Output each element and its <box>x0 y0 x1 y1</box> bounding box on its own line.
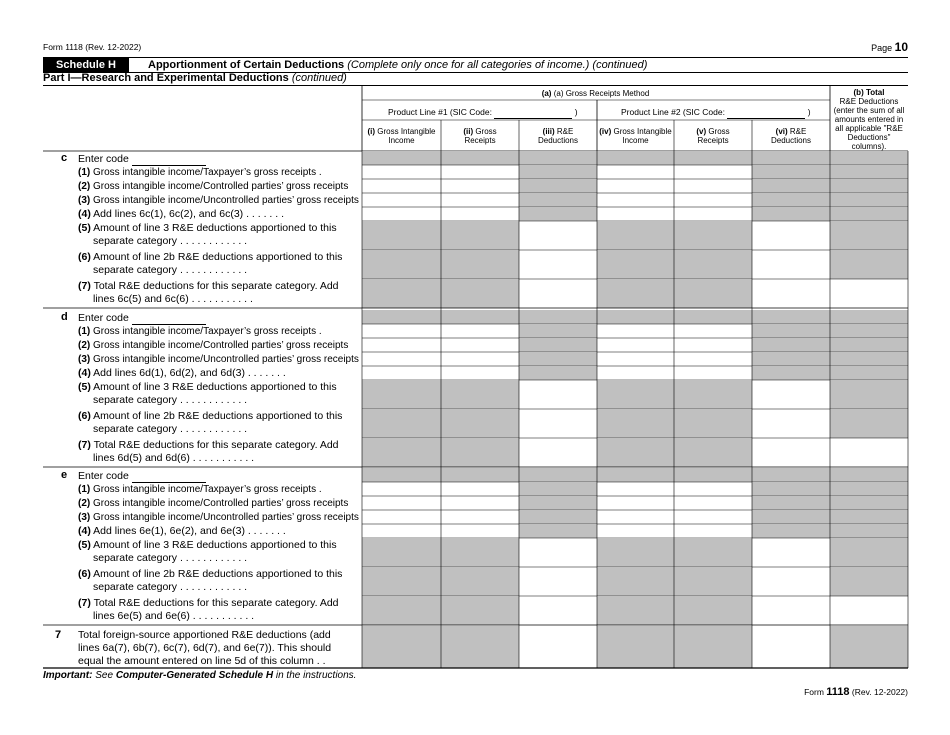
shaded-cell <box>597 538 674 567</box>
shaded-cell <box>362 409 441 438</box>
shaded-cell <box>674 409 752 438</box>
line-number: (6) <box>78 568 91 580</box>
amount-cell-6d-5-col3[interactable] <box>519 380 597 409</box>
amount-cell-6c-7-col6[interactable] <box>752 279 830 308</box>
amount-cell-6c-1-col1[interactable] <box>362 165 441 179</box>
line-label-cont: lines 6c(5) and 6c(6) . . . . . . . . . . . <box>93 293 253 305</box>
amount-cell-6d-5-col6[interactable] <box>752 380 830 409</box>
amount-cell-6e-7-col6[interactable] <box>752 596 830 625</box>
shaded-cell <box>830 151 908 165</box>
line-7-label: Total foreign-source apportioned R&E deductions (add lines 6a(7), 6b(7), 6c(7), 6d(7), and 6e(7)). This should equal the amount entered on line 5d of this column . . <box>78 629 332 667</box>
amount-cell-6d-2-col5[interactable] <box>674 338 752 352</box>
shaded-cell <box>362 221 441 250</box>
shaded-cell <box>519 165 597 179</box>
line-number: (4) <box>78 525 91 537</box>
shaded-cell <box>441 468 519 482</box>
amount-cell-6c-4-col1[interactable] <box>362 207 441 221</box>
shaded-cell <box>597 250 674 279</box>
amount-cell-6d-6-col6[interactable] <box>752 409 830 438</box>
column-heading-6: (vi) R&E Deductions <box>770 127 812 145</box>
shaded-cell <box>362 310 441 324</box>
shaded-cell <box>674 221 752 250</box>
amount-cell-6c-2-col1[interactable] <box>362 179 441 193</box>
line-label: (6) Amount of line 2b R&E deductions apportioned to this separate category . . . . . . . . . . . . <box>78 410 343 435</box>
column-number: (ii) <box>463 127 474 136</box>
line-number: (3) <box>78 195 91 206</box>
shaded-cell <box>362 279 441 308</box>
shaded-cell <box>519 496 597 510</box>
amount-cell-6c-3-col4[interactable] <box>597 193 674 207</box>
amount-cell-6e-4-col5[interactable] <box>674 524 752 538</box>
enter-code-label: Enter code <box>78 311 206 325</box>
amount-cell-6e-5-col3[interactable] <box>519 538 597 567</box>
column-heading-2: (ii) Gross Receipts <box>463 127 497 145</box>
amount-cell-7-col3[interactable] <box>519 626 597 668</box>
amount-cell-6c-4-col4[interactable] <box>597 207 674 221</box>
line-label-cont: separate category . . . . . . . . . . . . <box>93 235 248 247</box>
column-heading-5: (v) Gross Receipts <box>696 127 730 145</box>
line-label: (6) Amount of line 2b R&E deductions apportioned to this separate category . . . . . . . . . . . . <box>78 568 343 593</box>
amount-cell-6c-5-col6[interactable] <box>752 221 830 250</box>
shaded-cell <box>441 409 519 438</box>
shaded-cell <box>441 438 519 467</box>
form-footer: Form 1118 (Rev. 12-2022) <box>804 686 908 698</box>
shaded-cell <box>830 524 908 538</box>
section-letter-d: d <box>61 311 68 323</box>
shaded-cell <box>752 207 830 221</box>
shaded-cell <box>597 468 674 482</box>
shaded-cell <box>597 221 674 250</box>
line-number: (1) <box>78 484 91 495</box>
shaded-cell <box>830 324 908 338</box>
line-label-cont: separate category . . . . . . . . . . . . <box>93 394 248 406</box>
column-heading-1: (i) Gross Intangible Income <box>367 127 436 145</box>
amount-cell-6d-3-col4[interactable] <box>597 352 674 366</box>
column-heading-3: (iii) R&E Deductions <box>537 127 579 145</box>
enter-code-field[interactable] <box>132 311 206 325</box>
shaded-cell <box>519 310 597 324</box>
shaded-cell <box>441 279 519 308</box>
line-number: (5) <box>78 381 91 393</box>
line-label-cont: separate category . . . . . . . . . . . . <box>93 423 248 435</box>
amount-cell-6e-1-col4[interactable] <box>597 482 674 496</box>
line-label: (6) Amount of line 2b R&E deductions apportioned to this separate category . . . . . . . . . . . . <box>78 251 343 276</box>
line-label: (3) Gross intangible income/Uncontrolled parties’ gross receipts <box>78 512 359 523</box>
enter-code-label: Enter code <box>78 469 206 483</box>
amount-cell-6c-2-col2[interactable] <box>441 179 519 193</box>
amount-cell-6c-3-col1[interactable] <box>362 193 441 207</box>
line-number: (4) <box>78 208 91 220</box>
shaded-cell <box>597 279 674 308</box>
shaded-cell <box>362 468 441 482</box>
amount-cell-6c-3-col5[interactable] <box>674 193 752 207</box>
amount-cell-6d-7-col3[interactable] <box>519 438 597 467</box>
shaded-cell <box>752 310 830 324</box>
amount-cell-6c-6-col6[interactable] <box>752 250 830 279</box>
amount-cell-6c-7-col3[interactable] <box>519 279 597 308</box>
shaded-cell <box>519 366 597 380</box>
enter-code-field[interactable] <box>132 469 206 483</box>
amount-cell-6e-4-col2[interactable] <box>441 524 519 538</box>
shaded-cell <box>441 310 519 324</box>
shaded-cell <box>830 165 908 179</box>
total-re-heading: (b) Total R&E Deductions (enter the sum of all amounts entered in all applicable "R&E Deductions" columns). <box>833 88 905 151</box>
amount-cell-6e-2-col2[interactable] <box>441 496 519 510</box>
shaded-cell <box>674 151 752 165</box>
shaded-cell <box>519 193 597 207</box>
amount-cell-6c-4-col5[interactable] <box>674 207 752 221</box>
shaded-cell <box>674 538 752 567</box>
shaded-cell <box>519 482 597 496</box>
column-number: (vi) <box>775 127 788 136</box>
shaded-cell <box>830 221 908 250</box>
shaded-cell <box>830 179 908 193</box>
shaded-cell <box>830 352 908 366</box>
shaded-cell <box>674 310 752 324</box>
shaded-cell <box>597 596 674 625</box>
shaded-cell <box>362 250 441 279</box>
shaded-cell <box>519 468 597 482</box>
line-label: (1) Gross intangible income/Taxpayer’s gross receipts . <box>78 167 322 178</box>
line-label: (7) Total R&E deductions for this separate category. Add lines 6c(5) and 6c(6) . . . . . . . . . . . <box>78 280 339 305</box>
shaded-cell <box>752 524 830 538</box>
line-label: (2) Gross intangible income/Controlled parties’ gross receipts <box>78 181 349 192</box>
line-label: (5) Amount of line 3 R&E deductions apportioned to this separate category . . . . . . . . . . . . <box>78 539 337 564</box>
line-number: (6) <box>78 251 91 263</box>
shaded-cell <box>752 324 830 338</box>
shaded-cell <box>674 468 752 482</box>
line-label: (4) Add lines 6e(1), 6e(2), and 6e(3) . . . . . . . <box>78 525 286 537</box>
amount-cell-6e-7-col3[interactable] <box>519 596 597 625</box>
amount-cell-6c-1-col2[interactable] <box>441 165 519 179</box>
shaded-cell <box>441 250 519 279</box>
line-7-number: 7 <box>55 629 62 641</box>
amount-cell-6d-2-col1[interactable] <box>362 338 441 352</box>
line-number: (6) <box>78 410 91 422</box>
shaded-cell <box>830 567 908 596</box>
line-label: (5) Amount of line 3 R&E deductions apportioned to this separate category . . . . . . . . . . . . <box>78 222 337 247</box>
shaded-cell <box>362 567 441 596</box>
shaded-cell <box>830 482 908 496</box>
shaded-cell <box>752 468 830 482</box>
amount-cell-6e-3-col4[interactable] <box>597 510 674 524</box>
line-label: (7) Total R&E deductions for this separate category. Add lines 6d(5) and 6d(6) . . . . . . . . . . . <box>78 439 339 464</box>
product-line-1-label: Product Line #1 (SIC Code: ) <box>388 107 578 117</box>
shaded-cell <box>752 151 830 165</box>
column-number: (iv) <box>599 127 612 136</box>
amount-cell-6d-3-col5[interactable] <box>674 352 752 366</box>
shaded-cell <box>519 352 597 366</box>
amount-cell-6e-1-col5[interactable] <box>674 482 752 496</box>
shaded-cell <box>362 626 441 668</box>
gross-receipts-method-heading: (a) (a) Gross Receipts Method <box>541 89 650 98</box>
shaded-cell <box>830 207 908 221</box>
amount-cell-6d-4-col4[interactable] <box>597 366 674 380</box>
shaded-cell <box>752 510 830 524</box>
shaded-cell <box>752 338 830 352</box>
amount-cell-6e-6-col3[interactable] <box>519 567 597 596</box>
amount-cell-6d-4-col5[interactable] <box>674 366 752 380</box>
amount-cell-6d-1-col1[interactable] <box>362 324 441 338</box>
shaded-cell <box>362 596 441 625</box>
line-label-cont: lines 6d(5) and 6d(6) . . . . . . . . . . . <box>93 452 255 464</box>
shaded-cell <box>752 193 830 207</box>
sic-code-1-field[interactable] <box>494 105 572 119</box>
shaded-cell <box>597 438 674 467</box>
line-number: (2) <box>78 340 91 351</box>
amount-cell-6e-2-col4[interactable] <box>597 496 674 510</box>
shaded-cell <box>519 151 597 165</box>
shaded-cell <box>830 496 908 510</box>
line-number: (2) <box>78 498 91 509</box>
line-number: (7) <box>78 597 91 609</box>
line-label: (3) Gross intangible income/Uncontrolled parties’ gross receipts <box>78 195 359 206</box>
shaded-cell <box>674 626 752 668</box>
shaded-cell <box>362 538 441 567</box>
line-label: (5) Amount of line 3 R&E deductions apportioned to this separate category . . . . . . . . . . . . <box>78 381 337 406</box>
amount-cell-6c-2-col4[interactable] <box>597 179 674 193</box>
shaded-cell <box>519 524 597 538</box>
page-number: Page 10 <box>871 40 908 54</box>
amount-cell-6d-3-col2[interactable] <box>441 352 519 366</box>
shaded-cell <box>674 567 752 596</box>
amount-cell-6e-2-col1[interactable] <box>362 496 441 510</box>
sic-code-2-field[interactable] <box>727 105 805 119</box>
shaded-cell <box>752 482 830 496</box>
line-number: (5) <box>78 539 91 551</box>
shaded-cell <box>441 626 519 668</box>
shaded-cell <box>519 207 597 221</box>
line-label: (2) Gross intangible income/Controlled parties’ gross receipts <box>78 498 349 509</box>
amount-cell-6e-5-col6[interactable] <box>752 538 830 567</box>
amount-cell-6d-1-col2[interactable] <box>441 324 519 338</box>
amount-cell-6d-7-col7[interactable] <box>830 438 908 467</box>
amount-cell-6d-1-col5[interactable] <box>674 324 752 338</box>
shaded-cell <box>597 151 674 165</box>
amount-cell-6d-4-col1[interactable] <box>362 366 441 380</box>
amount-cell-6e-4-col1[interactable] <box>362 524 441 538</box>
amount-cell-6e-2-col5[interactable] <box>674 496 752 510</box>
line-number: (3) <box>78 354 91 365</box>
amount-cell-6d-2-col2[interactable] <box>441 338 519 352</box>
amount-cell-6c-2-col5[interactable] <box>674 179 752 193</box>
line-label: (7) Total R&E deductions for this separate category. Add lines 6e(5) and 6e(6) . . . . . . . . . . . <box>78 597 339 622</box>
line-label: (3) Gross intangible income/Uncontrolled parties’ gross receipts <box>78 354 359 365</box>
shaded-cell <box>830 538 908 567</box>
shaded-cell <box>519 338 597 352</box>
shaded-cell <box>519 324 597 338</box>
shaded-cell <box>752 366 830 380</box>
part-title: Part I—Research and Experimental Deductions (continued) <box>43 71 908 86</box>
enter-code-label: Enter code <box>78 152 206 166</box>
shaded-cell <box>674 380 752 409</box>
product-line-2-label: Product Line #2 (SIC Code: ) <box>621 107 811 117</box>
line-number: (5) <box>78 222 91 234</box>
shaded-cell <box>752 179 830 193</box>
shaded-cell <box>519 179 597 193</box>
important-note: Important: See Computer-Generated Schedule H in the instructions. <box>43 670 357 681</box>
line-number: (1) <box>78 326 91 337</box>
shaded-cell <box>441 538 519 567</box>
line-number: (7) <box>78 439 91 451</box>
shaded-cell <box>441 221 519 250</box>
line-label-cont: separate category . . . . . . . . . . . . <box>93 581 248 593</box>
amount-cell-7-col6[interactable] <box>752 626 830 668</box>
amount-cell-6c-1-col5[interactable] <box>674 165 752 179</box>
enter-code-field[interactable] <box>132 152 206 166</box>
line-label-cont: separate category . . . . . . . . . . . . <box>93 552 248 564</box>
line-label: (4) Add lines 6d(1), 6d(2), and 6d(3) . . . . . . . <box>78 367 286 379</box>
amount-cell-6e-3-col2[interactable] <box>441 510 519 524</box>
shaded-cell <box>597 409 674 438</box>
amount-cell-6c-1-col4[interactable] <box>597 165 674 179</box>
shaded-cell <box>519 510 597 524</box>
amount-cell-6c-6-col3[interactable] <box>519 250 597 279</box>
shaded-cell <box>830 626 908 668</box>
column-number: (i) <box>367 127 376 136</box>
shaded-cell <box>830 510 908 524</box>
shaded-cell <box>441 567 519 596</box>
shaded-cell <box>362 438 441 467</box>
amount-cell-6d-4-col2[interactable] <box>441 366 519 380</box>
shaded-cell <box>441 151 519 165</box>
shaded-cell <box>362 380 441 409</box>
amount-cell-6c-5-col3[interactable] <box>519 221 597 250</box>
line-label-cont: lines 6e(5) and 6e(6) . . . . . . . . . . . <box>93 610 255 622</box>
amount-cell-6d-6-col3[interactable] <box>519 409 597 438</box>
shaded-cell <box>597 310 674 324</box>
line-label-cont: separate category . . . . . . . . . . . . <box>93 264 248 276</box>
shaded-cell <box>597 626 674 668</box>
line-number: (3) <box>78 512 91 523</box>
shaded-cell <box>674 438 752 467</box>
line-label: (1) Gross intangible income/Taxpayer’s gross receipts . <box>78 326 322 337</box>
schedule-title: Apportionment of Certain Deductions (Complete only once for all categories of income.) (continued) <box>148 59 648 71</box>
amount-cell-6c-7-col7[interactable] <box>830 279 908 308</box>
amount-cell-6d-2-col4[interactable] <box>597 338 674 352</box>
section-letter-c: c <box>61 152 68 164</box>
shaded-cell <box>597 380 674 409</box>
shaded-cell <box>597 567 674 596</box>
shaded-cell <box>674 279 752 308</box>
column-number: (iii) <box>542 127 555 136</box>
shaded-cell <box>674 250 752 279</box>
amount-cell-6d-3-col1[interactable] <box>362 352 441 366</box>
shaded-cell <box>830 310 908 324</box>
line-label: (1) Gross intangible income/Taxpayer’s gross receipts . <box>78 484 322 495</box>
shaded-cell <box>674 596 752 625</box>
shaded-cell <box>752 352 830 366</box>
column-number: (v) <box>696 127 707 136</box>
shaded-cell <box>830 193 908 207</box>
amount-cell-6e-3-col5[interactable] <box>674 510 752 524</box>
amount-cell-6d-7-col6[interactable] <box>752 438 830 467</box>
line-number: (2) <box>78 181 91 192</box>
shaded-cell <box>441 596 519 625</box>
column-heading-4: (iv) Gross Intangible Income <box>599 127 672 145</box>
amount-cell-6e-4-col4[interactable] <box>597 524 674 538</box>
shaded-cell <box>752 496 830 510</box>
line-number: (1) <box>78 167 91 178</box>
line-number: (7) <box>78 280 91 292</box>
shaded-cell <box>830 468 908 482</box>
section-letter-e: e <box>61 469 68 481</box>
amount-cell-6e-1-col1[interactable] <box>362 482 441 496</box>
form-revision: Form 1118 (Rev. 12-2022) <box>43 42 142 52</box>
shaded-cell <box>830 250 908 279</box>
amount-cell-6c-4-col2[interactable] <box>441 207 519 221</box>
shaded-cell <box>830 366 908 380</box>
amount-cell-6e-7-col7[interactable] <box>830 596 908 625</box>
shaded-cell <box>441 380 519 409</box>
line-label: (4) Add lines 6c(1), 6c(2), and 6c(3) . . . . . . . <box>78 208 285 220</box>
amount-cell-6d-1-col4[interactable] <box>597 324 674 338</box>
amount-cell-6c-3-col2[interactable] <box>441 193 519 207</box>
amount-cell-6e-3-col1[interactable] <box>362 510 441 524</box>
shaded-cell <box>752 165 830 179</box>
shaded-cell <box>830 380 908 409</box>
shaded-cell <box>362 151 441 165</box>
shaded-cell <box>830 338 908 352</box>
amount-cell-6e-1-col2[interactable] <box>441 482 519 496</box>
amount-cell-6e-6-col6[interactable] <box>752 567 830 596</box>
line-number: (4) <box>78 367 91 379</box>
line-label: (2) Gross intangible income/Controlled parties’ gross receipts <box>78 340 349 351</box>
schedule-badge: Schedule H <box>43 58 129 72</box>
shaded-cell <box>830 409 908 438</box>
